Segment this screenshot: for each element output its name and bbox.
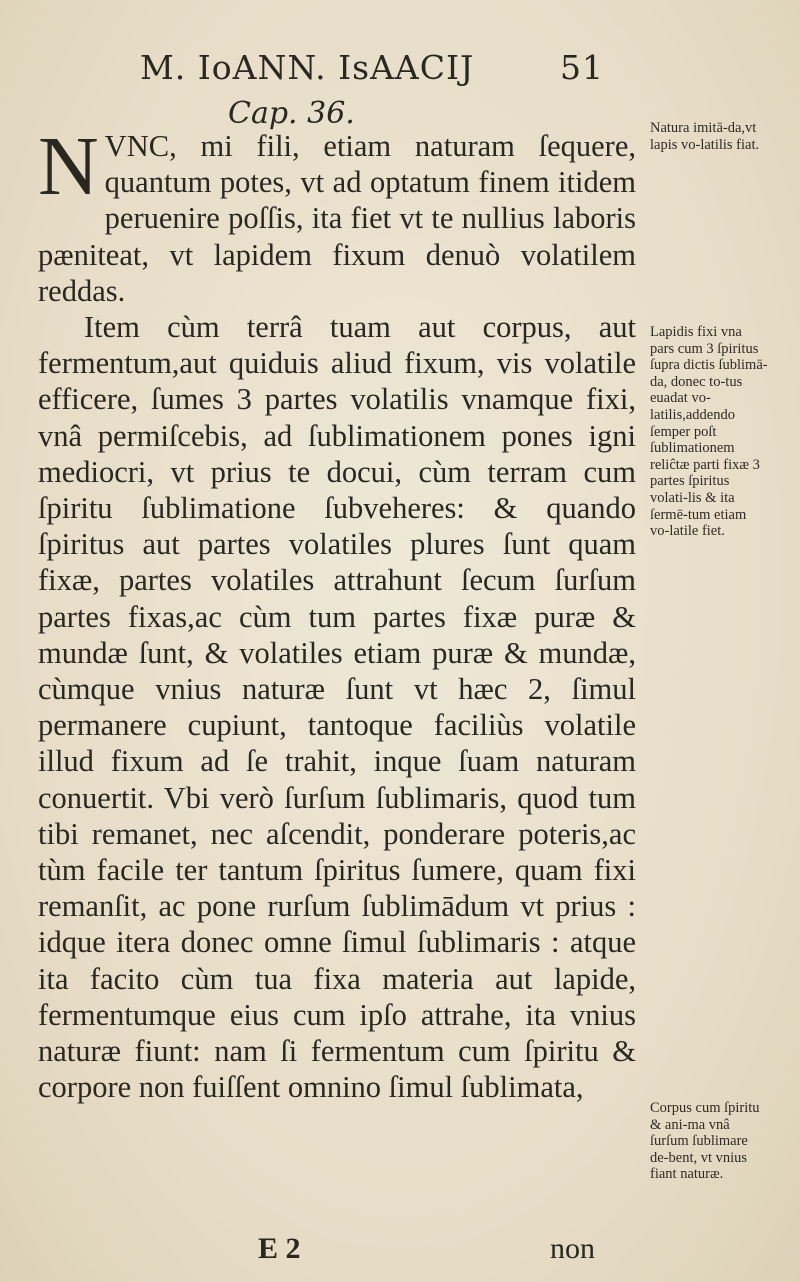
paragraph-2: Item cùm terrâ tuam aut corpus, aut fermentum,aut quiduis aliud fixum, vis volatile efficere, ſumes 3 partes volatilis vnamque fixi, vnâ permiſcebis, ad ſublimationem pones igni mediocri, vt prius te docui, cùm terram cum ſpiritu ſublimatione ſubveheres: & quando ſpiritus aut partes volatiles plures ſunt quam fixæ, partes volatiles attrahunt ſecum ſurſum partes fixas,ac cùm tum partes fixæ puræ & mundæ ſunt, & volatiles etiam puræ & mundæ, cùmque vnius naturæ ſunt vt hæc 2, ſimul permanere cupiunt, tantoque faciliùs volatile illud fixum ad ſe trahit, inque ſuam naturam conuertit. Vbi verò ſurſum ſublimaris, quod tum tibi remanet, nec aſcendit, ponderare poteris,ac tùm facile ter tantum ſpiritus ſumere, quam fixi remanſit, ac pone rurſum ſublimādum vt prius : idque itera donec omne ſimul ſublimaris : atque ita facito cùm tua fixa materia aut lapide, fermentumque eius cum ipſo attrahe, ita vnius naturæ fiunt: nam ſi fermentum cum ſpiritu & corpore non fuiſſent omnino ſimul ſublimata,	[38, 310, 636, 1105]
signature-mark: E 2	[258, 1232, 301, 1265]
paragraph-1-text: VNC, mi fili, etiam naturam ſequere, quantum potes, vt ad optatum finem itidem peruenire poſſis, ita fiet vt te nullius laboris pæniteat, vt lapidem fixum denuò volatilem reddas.	[38, 129, 636, 308]
page-number: 51	[560, 48, 604, 87]
margin-note-3: Corpus cum ſpiritu & ani-ma vnâ ſurſum ſublimare de-bent, vt vnius fiant naturæ.	[650, 1100, 760, 1183]
page-footer	[0, 1232, 800, 1268]
paragraph-1	[38, 120, 636, 309]
catchword: non	[550, 1232, 595, 1265]
drop-capital: N	[38, 120, 99, 213]
running-head-author: M. IoANN. IsAACIJ	[140, 48, 475, 87]
margin-note-1: Natura imitā-da,vt lapis vo-latilis fiat.	[650, 120, 760, 153]
margin-note-2: Lapidis fixi vna pars cum 3 ſpiritus ſupra dictis ſublimā-da, donec to-tus euadat vo-latilis,addendo ſemper poſt ſublimationem reliĉtæ parti fixæ 3 partes ſpiritus volati-lis & ita ſermē-tum etiam vo-latile fiet.	[650, 324, 768, 540]
main-text	[38, 120, 636, 1105]
chapter-heading: Cap. 36.	[228, 96, 355, 131]
